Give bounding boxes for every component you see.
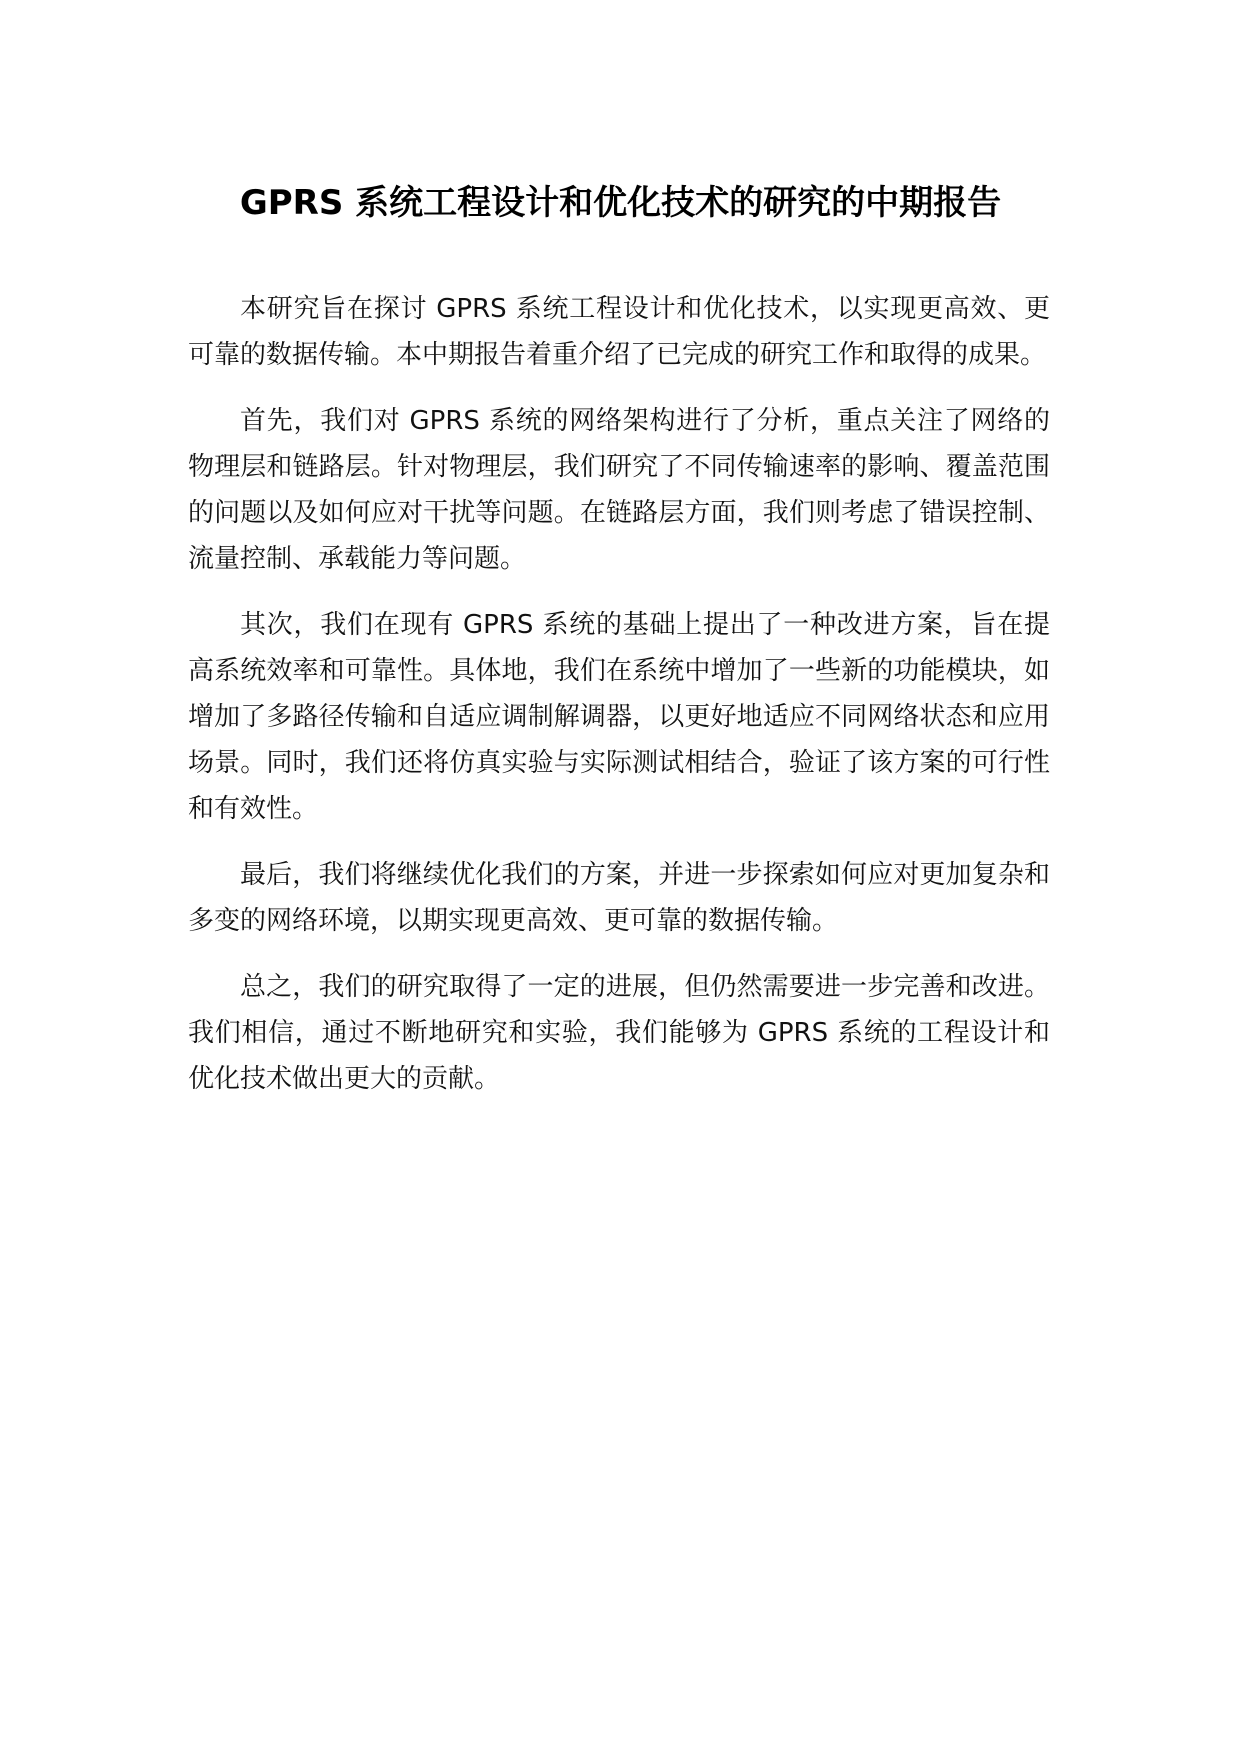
document-body — [188, 286, 1050, 1122]
paragraph-conclusion: 总之，我们的研究取得了一定的进展，但仍然需要进一步完善和改进。我们相信，通过不断地研究和实验，我们能够为 GPRS 系统的工程设计和优化技术做出更大的贡献。 — [188, 972, 1050, 1094]
paragraph-improvement-scheme: 其次，我们在现有 GPRS 系统的基础上提出了一种改进方案，旨在提高系统效率和可靠性。具体地，我们在系统中增加了一些新的功能模块，如增加了多路径传输和自适应调制解调器，以更好地适应不同网络状态和应用场景。同时，我们还将仿真实验与实际测试相结合，验证了该方案的可行性和有效性。 — [188, 610, 1050, 824]
paragraph-future-work: 最后，我们将继续优化我们的方案，并进一步探索如何应对更加复杂和多变的网络环境，以期实现更高效、更可靠的数据传输。 — [188, 860, 1050, 936]
document-title: GPRS 系统工程设计和优化技术的研究的中期报告 — [239, 183, 1002, 223]
paragraph-network-architecture: 首先，我们对 GPRS 系统的网络架构进行了分析，重点关注了网络的物理层和链路层。针对物理层，我们研究了不同传输速率的影响、覆盖范围的问题以及如何应对干扰等问题。在链路层方面，我们则考虑了错误控制、流量控制、承载能力等问题。 — [188, 406, 1050, 574]
paragraph-introduction: 本研究旨在探讨 GPRS 系统工程设计和优化技术，以实现更高效、更可靠的数据传输。本中期报告着重介绍了已完成的研究工作和取得的成果。 — [188, 294, 1050, 370]
